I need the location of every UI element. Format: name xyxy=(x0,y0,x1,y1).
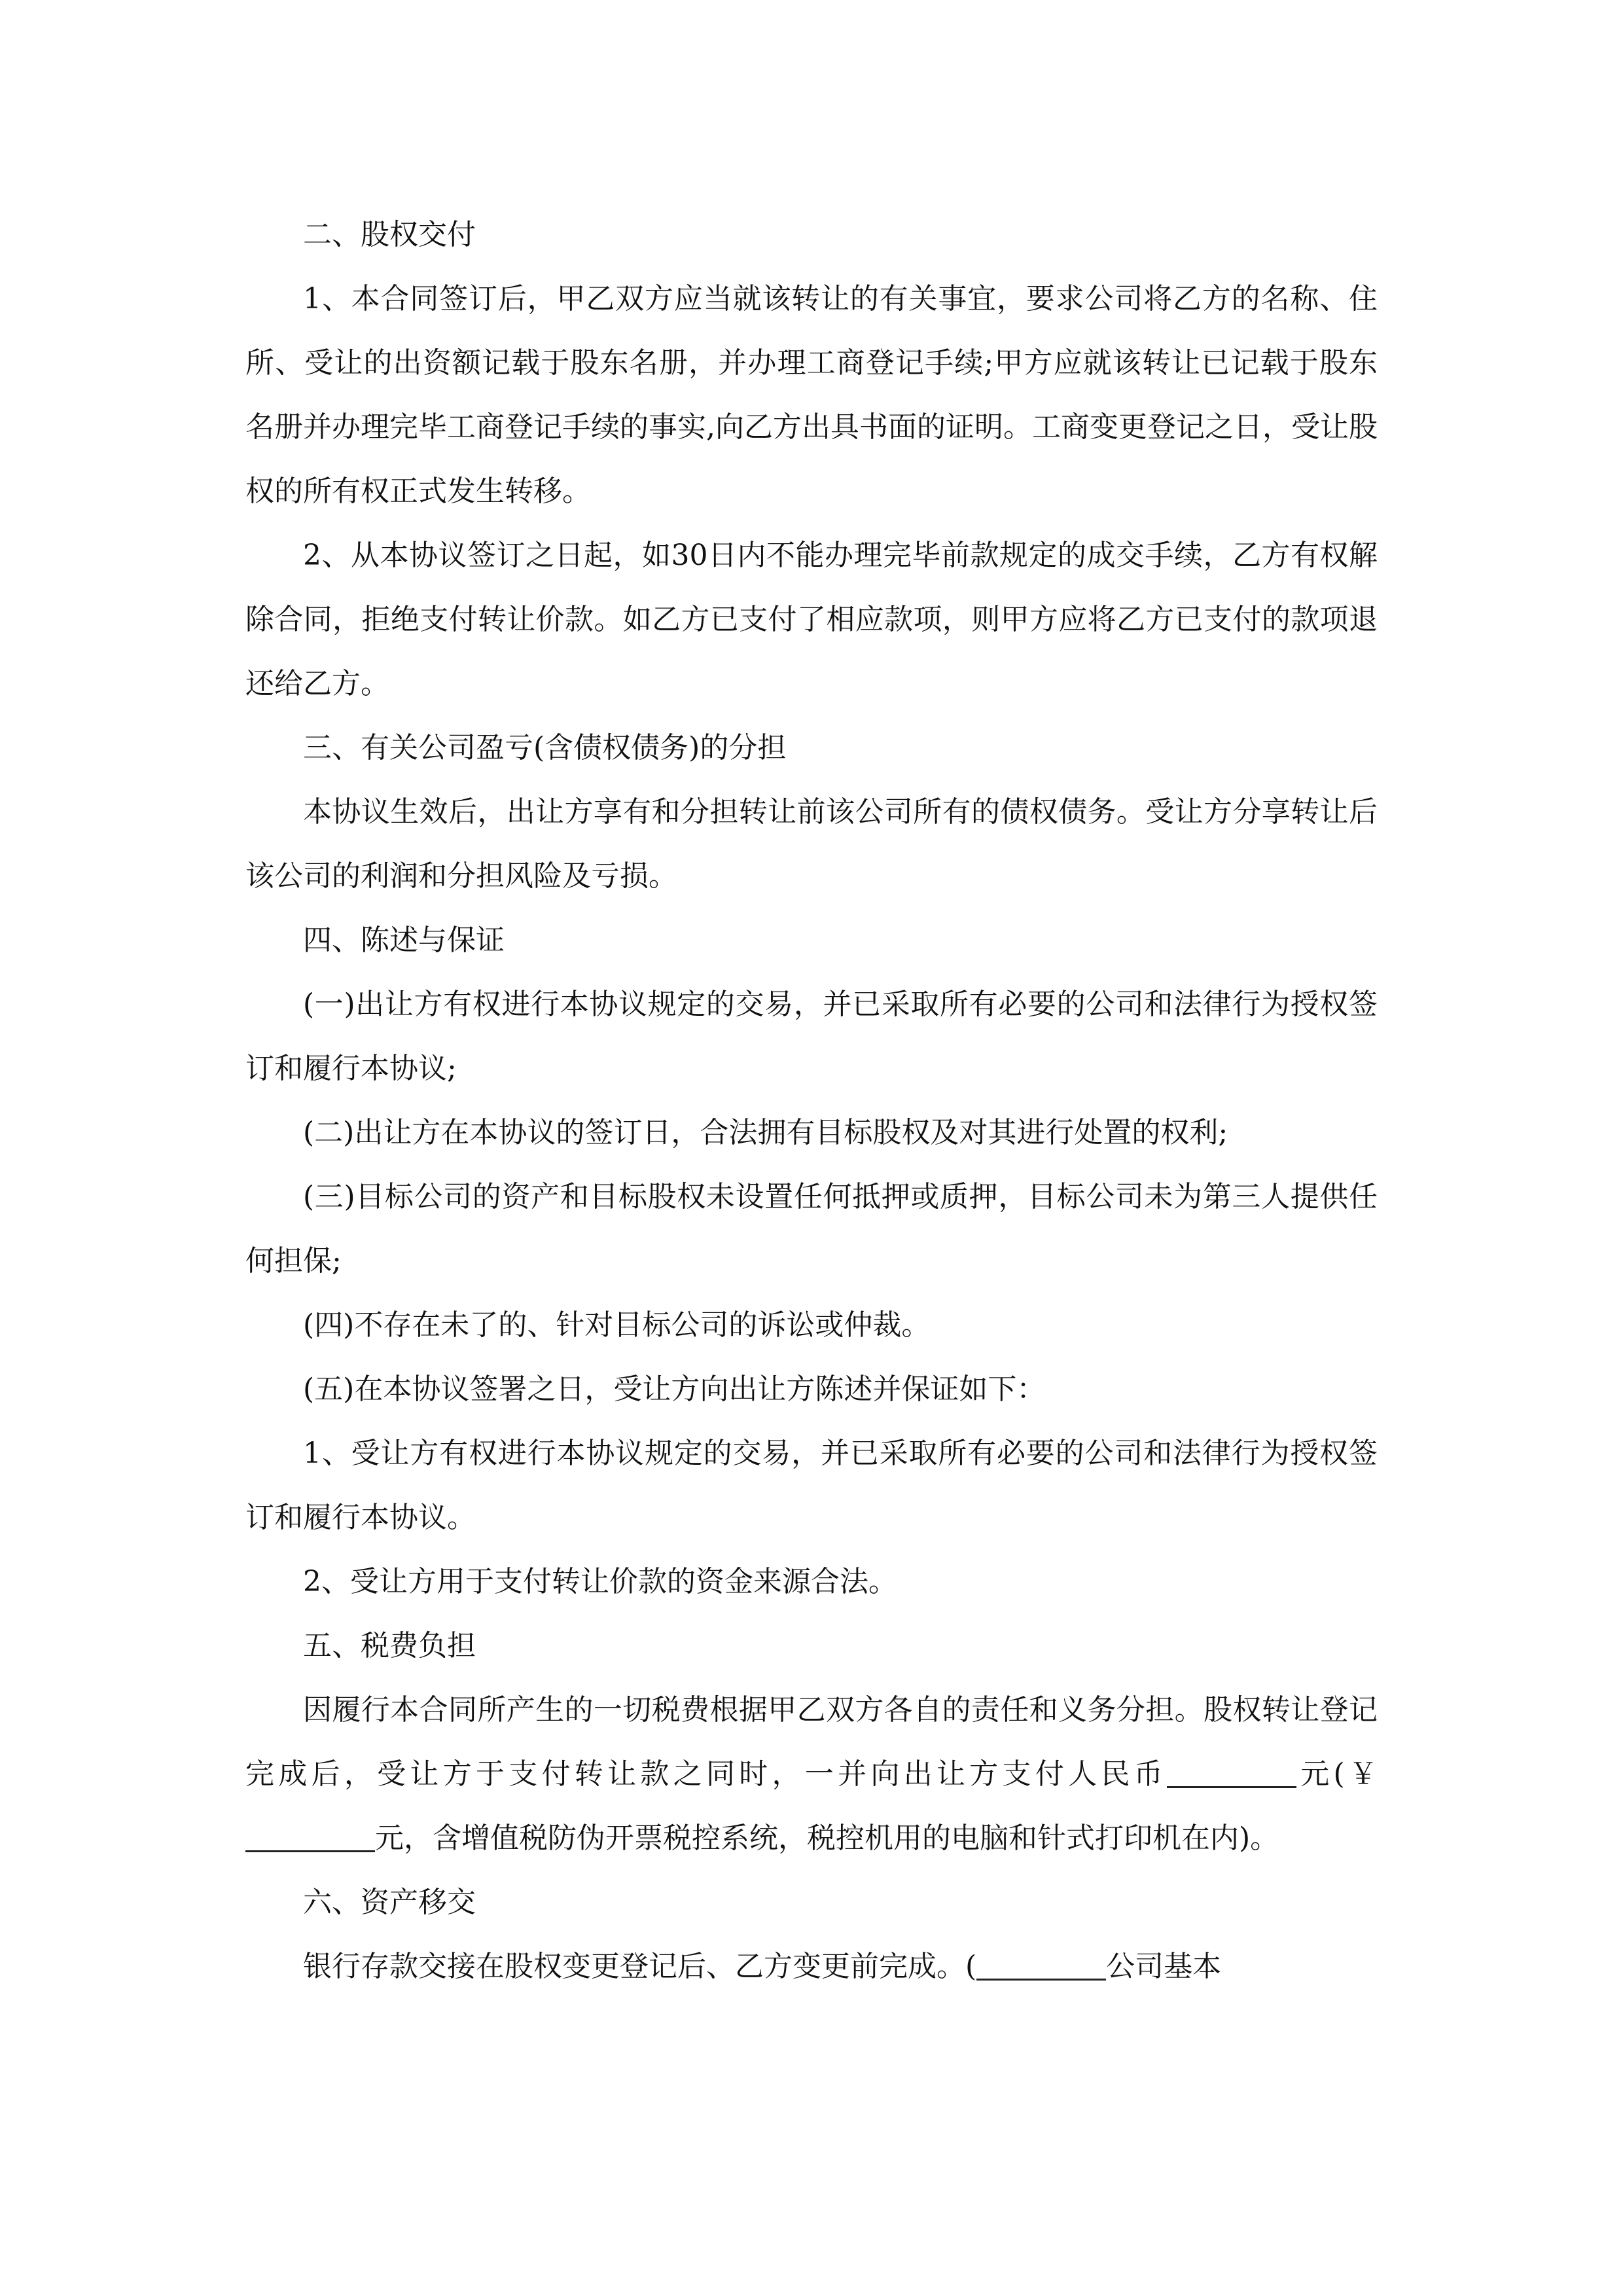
paragraph-bank-deposit xyxy=(245,1935,1378,1999)
bank-text-part2: 公司基本 xyxy=(1106,1950,1222,1983)
document-page xyxy=(245,203,1378,1999)
warranty-item-2: (二)出让方在本协议的签订日，合法拥有目标股权及对其进行处置的权利; xyxy=(303,1116,1228,1149)
tax-text-part3: 元，含增值税防伪开票税控系统，税控机用的电脑和针式打印机在内)。 xyxy=(375,1821,1279,1855)
section-heading-5: 五、税费负担 xyxy=(303,1629,476,1662)
warranty-item-3: (三)目标公司的资产和目标股权未设置任何抵押或质押，目标公司未为第三人提供任何担保; xyxy=(245,1180,1378,1278)
paragraph-profit-loss: 本协议生效后，出让方享有和分担转让前该公司所有的债权债务。受让方分享转让后该公司的利润和分担风险及亏损。 xyxy=(245,795,1378,893)
paragraph-equity-delivery-2: 2、从本协议签订之日起，如30日内不能办理完毕前款规定的成交手续，乙方有权解除合同，拒绝支付转让价款。如乙方已支付了相应款项，则甲方应将乙方已支付的款项退还给乙方。 xyxy=(245,539,1378,700)
transferee-warranty-2: 2、受让方用于支付转让价款的资金来源合法。 xyxy=(303,1565,897,1598)
amount-blank-yuan xyxy=(245,1821,375,1852)
section-heading-4: 四、陈述与保证 xyxy=(303,924,505,957)
warranty-item-4: (四)不存在未了的、针对目标公司的诉讼或仲裁。 xyxy=(303,1308,931,1342)
section-heading-6: 六、资产移交 xyxy=(303,1886,476,1919)
tax-text-part1: 因履行本合同所产生的一切税费根据甲乙双方各自的责任和义务分担。股权转让登记完成后，受让方于支付转让款之同时，一并向出让方支付人民币 xyxy=(245,1693,1378,1791)
company-name-blank xyxy=(976,1950,1106,1981)
section-heading-3: 三、有关公司盈亏(含债权债务)的分担 xyxy=(303,731,787,764)
bank-text-part1: 银行存款交接在股权变更登记后、乙方变更前完成。( xyxy=(303,1950,977,1983)
warranty-item-5: (五)在本协议签署之日，受让方向出让方陈述并保证如下： xyxy=(303,1372,1046,1406)
warranty-item-1: (一)出让方有权进行本协议规定的交易，并已采取所有必要的公司和法律行为授权签订和履行本协议; xyxy=(245,988,1378,1085)
section-heading-2: 二、股权交付 xyxy=(303,218,476,251)
paragraph-equity-delivery-1: 1、本合同签订后，甲乙双方应当就该转让的有关事宜，要求公司将乙方的名称、住所、受让的出资额记载于股东名册，并办理工商登记手续;甲方应就该转让已记载于股东名册并办理完毕工商登记手续的事实,向乙方出具书面的证明。工商变更登记之日，受让股权的所有权正式发生转移。 xyxy=(245,282,1378,508)
paragraph-tax xyxy=(245,1678,1378,1871)
tax-text-part2: 元(￥ xyxy=(1296,1757,1378,1791)
transferee-warranty-1: 1、受让方有权进行本协议规定的交易，并已采取所有必要的公司和法律行为授权签订和履行本协议。 xyxy=(245,1437,1378,1534)
amount-blank-rmb xyxy=(1167,1757,1296,1788)
